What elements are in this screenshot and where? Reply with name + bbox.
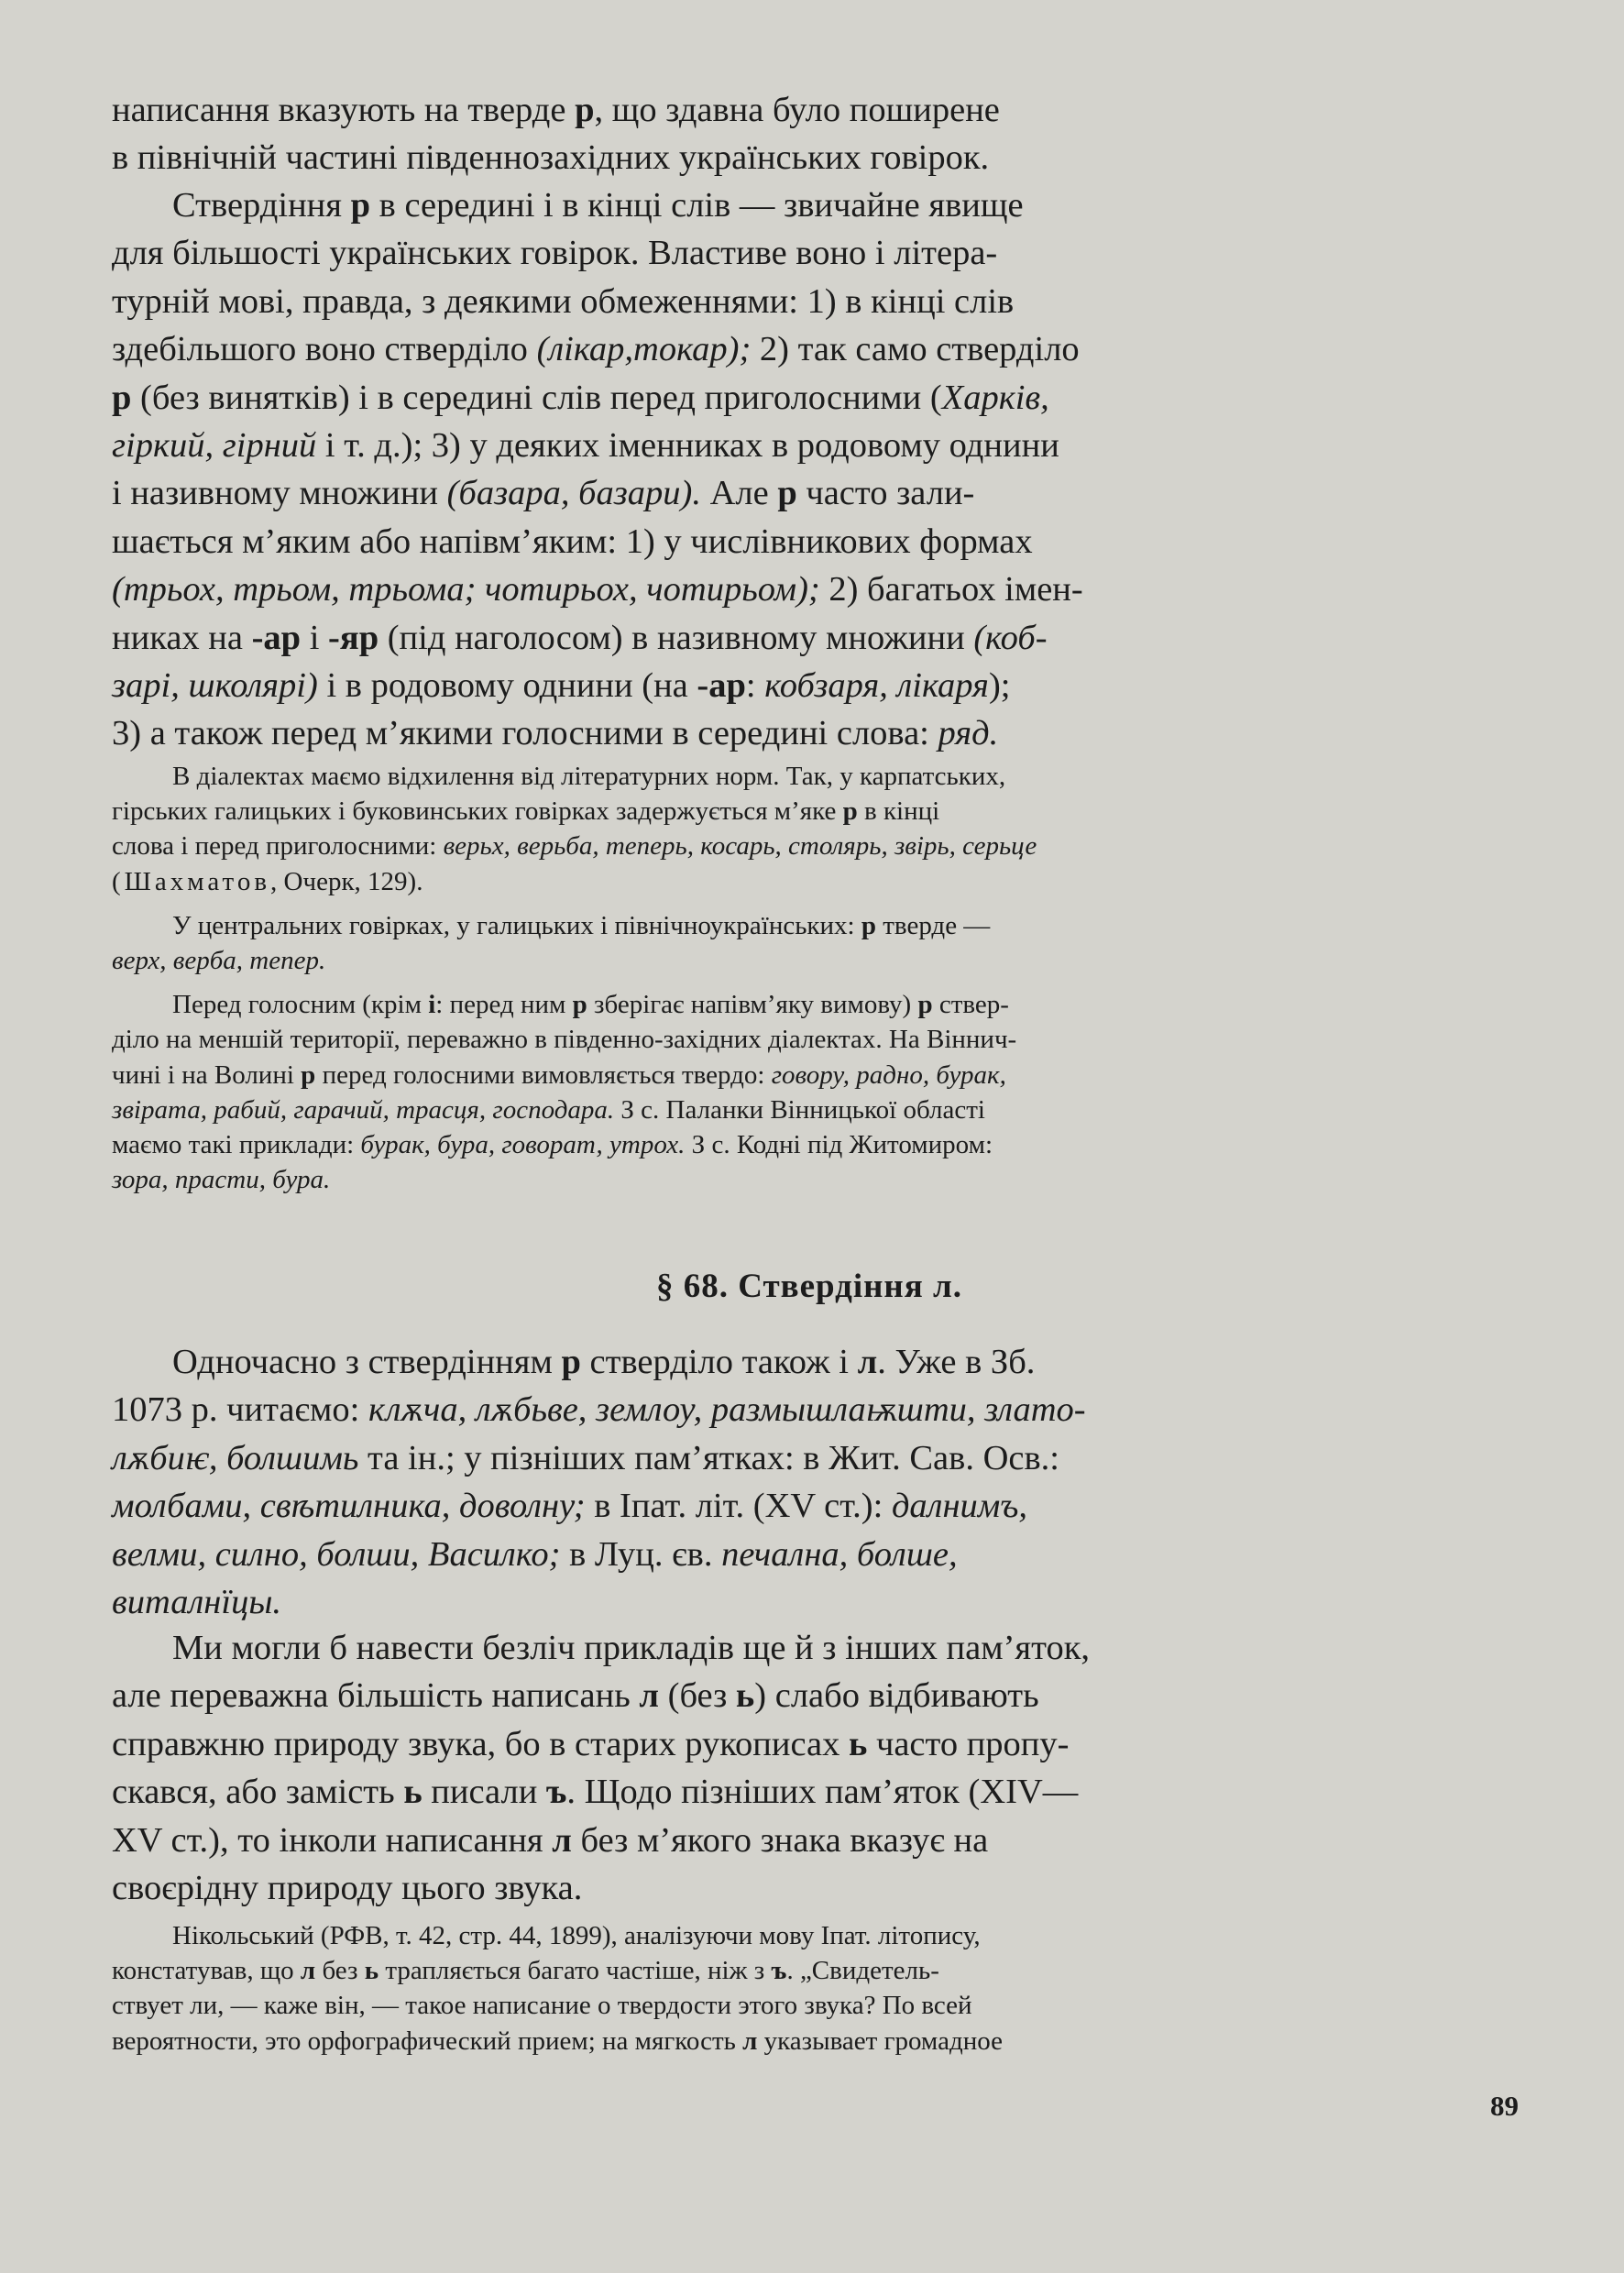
text-run: указывает громадное [757, 2026, 1003, 2056]
text-line [172, 1343, 1035, 1381]
bold-letter: і [428, 990, 436, 1020]
text-run: Одночасно з ствердінням [172, 1343, 562, 1381]
italic-example: молбами, свѣтилника, доволну; [112, 1487, 586, 1526]
italic-example: говору, радно, бурак, [771, 1060, 1006, 1090]
italic-example: гіркий, гірний [112, 426, 317, 466]
bold-letter: р [777, 474, 797, 513]
text-line [112, 1535, 958, 1574]
italic-example: кобзаря, лікаря [764, 666, 989, 706]
italic-example: печална, болше, [721, 1534, 958, 1574]
bold-letter: р [842, 796, 858, 827]
text-run: 3) а також перед м’якими голосними в середині слова: [112, 714, 938, 753]
text-run: ствует ли, — каже він, — такое написание о твердости этого звука? По всей [112, 1991, 972, 2021]
text-line [112, 796, 939, 826]
italic-example: (коб- [973, 618, 1048, 657]
bold-letter: ъ [771, 1956, 787, 1986]
text-line [172, 1629, 1090, 1667]
text-line [112, 1991, 972, 2020]
text-run: (Шахматов [112, 866, 271, 896]
text-block-1 [112, 86, 1507, 182]
text-run: скався, або замість [112, 1773, 404, 1812]
text-line [112, 1869, 582, 1907]
italic-example: (базара, базари). [446, 474, 701, 513]
note-paragraph [112, 987, 1507, 1197]
text-run: . „Свидетель- [786, 1956, 939, 1986]
bold-letter: -ар [697, 666, 746, 706]
text-run: : перед ним [435, 990, 573, 1020]
text-line [112, 138, 989, 177]
bold-letter: л [742, 2026, 758, 2056]
text-run: в кінці [857, 796, 940, 827]
text-line [112, 1725, 1069, 1763]
text-run: своєрідну природу цього звука. [112, 1869, 583, 1908]
text-run: написання вказують на тверде [112, 91, 576, 129]
text-block-2 [112, 181, 1507, 758]
paragraph [112, 1624, 1507, 1912]
bold-letter: р [301, 1060, 316, 1090]
notes-block-2 [112, 1918, 1507, 2059]
paragraph [112, 181, 1507, 758]
text-line [112, 91, 1000, 129]
note-paragraph [112, 908, 1507, 978]
text-run: В діалектах маємо відхилення від літературних норм. Так, у карпатських, [172, 762, 1006, 791]
text-run: . Щодо пізніших пам’яток (XIV— [566, 1773, 1079, 1812]
bold-letter: л [300, 1956, 316, 1986]
text-line [172, 1921, 981, 1950]
text-line [112, 330, 1080, 368]
text-run: 2) багатьох імен- [819, 570, 1083, 609]
bold-letter: р [561, 1343, 581, 1381]
text-run: та ін.; у пізніших пам’ятках: в Жит. Сав. Осв.: [358, 1438, 1059, 1477]
text-line [112, 1025, 1016, 1054]
bold-letter: -яр [328, 618, 379, 657]
text-line [112, 1487, 1027, 1525]
italic-example: ряд. [938, 714, 999, 753]
bold-letter: ь [735, 1676, 755, 1716]
page-number: 89 [1490, 2090, 1519, 2122]
text-run: і [301, 618, 329, 657]
text-run: З с. Паланки Вінницької області [614, 1094, 985, 1125]
text-line [112, 379, 1049, 417]
bold-letter: р [350, 186, 371, 225]
text-run: ) слабо відбивають [754, 1676, 1039, 1716]
text-line [112, 831, 1037, 861]
italic-example: Харків, [941, 378, 1049, 417]
text-run: стверділо також і [580, 1343, 858, 1381]
text-run: в Луц. єв. [560, 1534, 722, 1574]
text-line [112, 474, 974, 512]
text-line [112, 2026, 1003, 2056]
italic-example: (лікар,токар); [536, 330, 752, 369]
text-run: і називному множини [112, 474, 447, 513]
text-run: гірських галицьких і буковинських говірках задержується м’яке [112, 796, 843, 827]
text-run: і в родовому однини (на [317, 666, 697, 706]
italic-example: виталнїцы. [112, 1583, 282, 1622]
text-run: . Уже в Зб. [877, 1343, 1036, 1381]
note-paragraph [112, 759, 1507, 899]
text-block-3 [112, 1338, 1507, 1626]
text-line [112, 234, 997, 272]
text-line [172, 762, 1005, 791]
text-run: часто зали- [796, 474, 975, 513]
italic-example: велми, силно, болши, Василко; [112, 1534, 561, 1574]
text-line [112, 666, 1010, 705]
text-run: слова і перед приголосними: [112, 831, 444, 862]
text-run: Ствердіння [172, 186, 351, 225]
text-line [112, 714, 998, 752]
bold-letter: ъ [545, 1773, 567, 1812]
text-run: , Очерк, 129). [270, 866, 423, 896]
bold-letter: л [639, 1676, 659, 1716]
text-line [112, 522, 1033, 561]
bold-letter: л [857, 1343, 878, 1381]
text-line [112, 1583, 281, 1621]
note-paragraph [112, 1918, 1507, 2059]
text-line [112, 1095, 985, 1125]
bold-letter: р [112, 378, 132, 417]
section-heading-wrap [112, 1265, 1507, 1309]
text-line [112, 282, 1014, 321]
text-run: турній мові, правда, з деякими обмеженнями: 1) в кінці слів [112, 281, 1015, 321]
bold-letter: ь [848, 1724, 868, 1763]
text-line [112, 1676, 1039, 1715]
text-run: і т. д.); 3) у деяких іменниках в родовому однини [316, 426, 1059, 466]
text-run: маємо такі приклади: [112, 1130, 361, 1160]
bold-letter: р [861, 910, 876, 940]
text-run: Ми могли б навести безліч прикладів ще й з інших пам’яток, [172, 1629, 1091, 1667]
text-run: ); [988, 666, 1011, 706]
text-line [112, 1130, 993, 1159]
italic-example: зора, прасти, бура. [112, 1165, 331, 1195]
text-line [112, 946, 325, 975]
italic-example: бурак, бура, говорат, утрох. [360, 1130, 686, 1160]
text-run: в північній частині південнозахідних українських говірок. [112, 138, 990, 178]
text-run: (під наголосом) в називному множини [379, 618, 974, 657]
text-block-4 [112, 1624, 1507, 1912]
text-run: зберігає напівм’яку вимову) [587, 990, 918, 1020]
text-run: в Іпат. літ. (XV ст.): [585, 1487, 892, 1526]
text-line [112, 867, 422, 896]
text-run: Але [700, 474, 778, 513]
italic-example: зарі, школярі) [112, 666, 318, 706]
paragraph [112, 1338, 1507, 1626]
text-line [172, 186, 1024, 225]
text-run: справжню природу звука, бо в старих рукописах [112, 1724, 849, 1763]
italic-example: звірата, рабий, гарачий, трасця, господара. [112, 1094, 615, 1125]
notes-block-1 [112, 759, 1507, 1197]
text-run: без м’якого знака вказує на [571, 1820, 989, 1860]
text-run: 2) так само стверділо [751, 330, 1080, 369]
bold-letter: ь [364, 1956, 379, 1986]
bold-letter: р [575, 91, 595, 129]
paragraph [112, 86, 1507, 182]
text-run: (без [659, 1676, 736, 1716]
italic-example: (трьох, трьом, трьома; чотирьох, чотирьом); [112, 570, 820, 609]
italic-example: верх, верба, тепер. [112, 946, 326, 976]
text-run: писали [422, 1773, 546, 1812]
text-run: 1073 р. читаємо: [112, 1390, 368, 1430]
text-run: , що здавна було поширене [594, 91, 1000, 129]
text-run: для більшості українських говірок. Властиве воно і літера- [112, 234, 998, 273]
text-run: шається м’яким або напівм’яким: 1) у числівникових формах [112, 522, 1033, 561]
text-line [112, 426, 1059, 465]
text-line [112, 1165, 330, 1194]
text-run: перед голосними вимовляється твердо: [315, 1060, 772, 1090]
text-run: але переважна більшість написань [112, 1676, 640, 1716]
text-line [172, 911, 990, 940]
bold-letter: л [552, 1820, 572, 1860]
text-line [112, 1773, 1078, 1811]
text-run: часто пропу- [867, 1724, 1070, 1763]
bold-letter: -ар [251, 618, 302, 657]
text-run: трапляється багато частіше, ніж з [379, 1956, 772, 1986]
text-run: никах на [112, 618, 252, 657]
text-run: : [745, 666, 765, 706]
text-run: тверде — [876, 910, 991, 940]
text-run: в середині і в кінці слів — звичайне явище [370, 186, 1024, 225]
text-run: ствер- [932, 990, 1009, 1020]
text-run: Перед голосним (крім [172, 990, 429, 1020]
text-run: З с. Кодні під Житомиром: [685, 1130, 993, 1160]
text-run: Нікольський (РФВ, т. 42, стр. 44, 1899), аналізуючи мову Іпат. літопису, [172, 1921, 981, 1950]
bold-letter: р [917, 990, 933, 1020]
bold-letter: р [572, 990, 587, 1020]
text-run: здебільшого воно стверділо [112, 330, 537, 369]
text-run: чині і на Волині [112, 1060, 302, 1090]
italic-example: лѫбиѥ, болшимь [112, 1438, 359, 1477]
text-line [112, 1060, 1006, 1090]
text-line [112, 1439, 1059, 1477]
text-run: констатував, що [112, 1956, 301, 1986]
section-heading: § 68. Ствердіння л. [655, 1268, 963, 1305]
italic-example: клѫча, лѫбьве, землоу, размышлаѭшти, злато- [368, 1390, 1086, 1430]
text-run: без [315, 1956, 365, 1986]
text-line [112, 570, 1083, 609]
text-line [112, 1821, 988, 1860]
text-line [112, 1956, 939, 1985]
text-run: XV ст.), то інколи написання [112, 1820, 553, 1860]
italic-example: верьх, верьба, теперь, косарь, столярь, звірь, серьце [443, 831, 1037, 862]
text-run: (без винятків) і в середині слів перед приголосними ( [131, 378, 942, 417]
bold-letter: ь [403, 1773, 422, 1812]
text-line [172, 990, 1009, 1019]
text-run: вероятности, это орфографический прием; на мягкость [112, 2026, 743, 2056]
text-run: діло на меншій території, переважно в південно-західних діалектах. На Віннич- [112, 1025, 1017, 1055]
italic-example: далнимъ, [891, 1487, 1027, 1526]
text-line [112, 1390, 1086, 1429]
text-run: У центральних говірках, у галицьких і північноукраїнських: [172, 910, 861, 940]
text-line [112, 619, 1048, 657]
